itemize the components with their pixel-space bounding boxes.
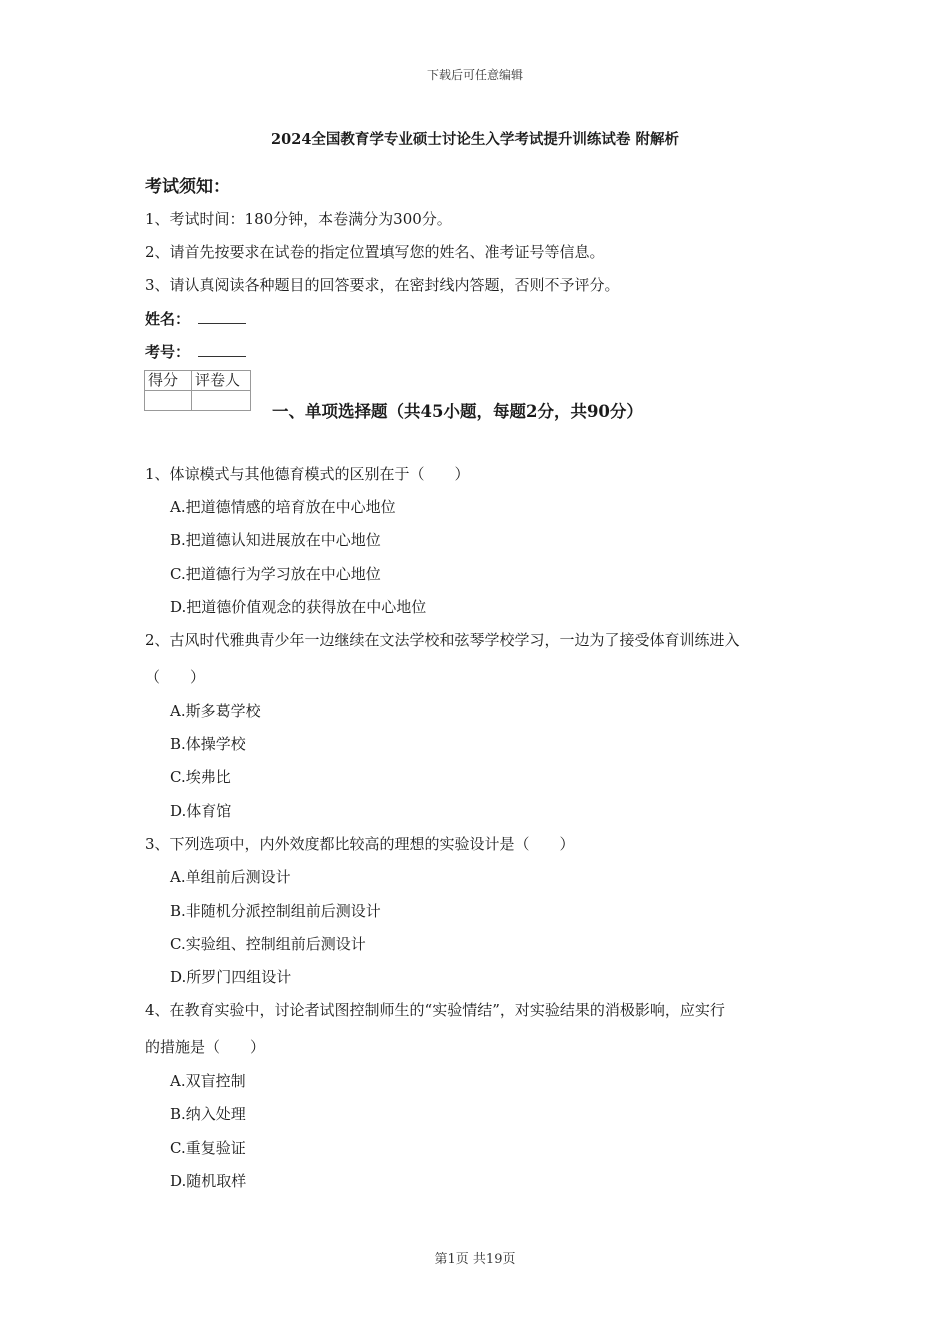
question-option: B.纳入处理 [170,1105,246,1123]
question-option: C.把道德行为学习放在中心地位 [170,565,381,583]
question-option: A.把道德情感的培育放在中心地位 [170,498,396,516]
question-option: A.双盲控制 [170,1072,246,1090]
question-stem: 2、古风时代雅典青少年一边继续在文法学校和弦琴学校学习，一边为了接受体育训练进入 [145,631,740,649]
question-option: C.重复验证 [170,1139,246,1157]
name-field [145,308,246,329]
id-label: 考号： [145,343,191,361]
notice-item: 1、考试时间：180分钟，本卷满分为300分。 [145,210,452,228]
name-label: 姓名： [145,310,191,328]
page-number: 第1页 共19页 [434,1252,516,1267]
document-title: 2024全国教育学专业硕士讨论生入学考试提升训练试卷 附解析 [271,131,679,148]
question-option: C.实验组、控制组前后测设计 [170,935,366,953]
question-option: B.体操学校 [170,735,246,753]
grader-cell [192,391,251,411]
question-option: D.随机取样 [170,1172,247,1190]
section-title: 一、单项选择题（共45小题，每题2分，共90分） [272,402,643,421]
question-stem-continued: （ ） [145,668,206,686]
score-header: 得分 [145,371,192,391]
question-stem: 4、在教育实验中，讨论者试图控制师生的“实验情结”，对实验结果的消极影响，应实行 [145,1001,725,1019]
question-option: D.体育馆 [170,802,232,820]
question-option: B.非随机分派控制组前后测设计 [170,902,381,920]
question-option: A.斯多葛学校 [170,702,261,720]
notice-heading: 考试须知： [145,177,230,197]
question-stem: 3、下列选项中，内外效度都比较高的理想的实验设计是（ ） [145,835,575,853]
id-blank [198,342,246,357]
question-option: B.把道德认知进展放在中心地位 [170,531,381,549]
name-blank [198,309,246,324]
question-stem-continued: 的措施是（ ） [145,1038,266,1056]
question-stem: 1、体谅模式与其他德育模式的区别在于（ ） [145,465,470,483]
question-option: C.埃弗比 [170,768,231,786]
question-option: D.把道德价值观念的获得放在中心地位 [170,598,427,616]
question-option: D.所罗门四组设计 [170,968,292,986]
notice-item: 3、请认真阅读各种题目的回答要求，在密封线内答题，否则不予评分。 [145,276,620,294]
id-field [145,341,246,362]
notice-item: 2、请首先按要求在试卷的指定位置填写您的姓名、准考证号等信息。 [145,243,605,261]
score-table [144,370,251,411]
grader-header: 评卷人 [192,371,251,391]
header-note: 下载后可任意编辑 [426,68,523,82]
score-cell [145,391,192,411]
question-option: A.单组前后测设计 [170,868,291,886]
